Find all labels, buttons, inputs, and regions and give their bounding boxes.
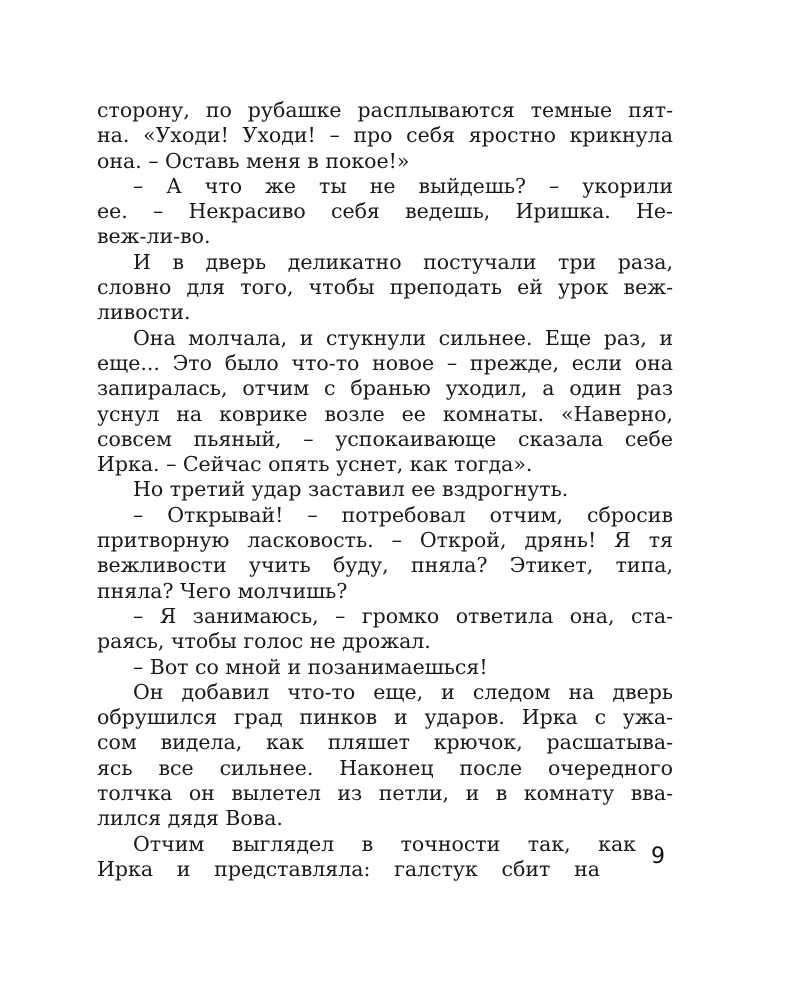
text-line: Она молчала, и стукнули сильнее. Еще раз, и: [133, 325, 673, 350]
text-line: – Вот со мной и позанимаешься!: [133, 654, 488, 679]
text-line: ясь все сильнее. Наконец после очередного: [97, 755, 673, 780]
text-line: раясь, чтобы голос не дрожал.: [97, 629, 431, 654]
text-line: на. «Уходи! Уходи! – про себя яростно крикнула: [97, 123, 673, 148]
text-line: И в дверь деликатно постучали три раза,: [133, 249, 673, 274]
text-line: ливости.: [97, 300, 191, 325]
text-line: – А что же ты не выйдешь? – укорили: [133, 173, 673, 198]
text-line: – Открывай! – потребовал отчим, сбросив: [133, 502, 673, 527]
text-line: словно для того, чтобы преподать ей урок веж-: [97, 275, 673, 300]
last-lines: [97, 832, 673, 883]
text-line: запиралась, отчим с бранью уходил, а один раз: [97, 376, 673, 401]
text-line: – Я занимаюсь, – громко ответила она, ста-: [133, 603, 673, 628]
text-line: уснул на коврике возле ее комнаты. «Наверно,: [97, 401, 673, 426]
text-line: Ирка. – Сейчас опять уснет, как тогда».: [97, 452, 533, 477]
text-line: совсем пьяный, – успокаивающе сказала себе: [97, 426, 673, 451]
text-line: еще... Это было что-то новое – прежде, если она: [97, 350, 673, 375]
text-line: Но третий удар заставил ее вздрогнуть.: [133, 477, 569, 502]
text-line: сторону, по рубашке расплываются темные пят-: [97, 98, 673, 122]
page-number: 9: [651, 844, 665, 869]
body-text: [97, 98, 673, 882]
text-line: Отчим выглядел в точности так, как: [133, 831, 636, 856]
text-line: толчка он вылетел из петли, и в комнату вва-: [97, 781, 673, 806]
text-line: Ирка и представляла: галстук сбит на: [97, 856, 600, 881]
text-line: пняла? Чего молчишь?: [97, 578, 348, 603]
text-line: веж-ли-во.: [97, 224, 211, 249]
text-line: она. – Оставь меня в покое!»: [97, 148, 410, 173]
text-line: сом видела, как пляшет крючок, расшатыва-: [97, 730, 673, 755]
text-line: Он добавил что-то еще, и следом на дверь: [133, 679, 673, 704]
text-line: обрушился град пинков и ударов. Ирка с ужа-: [97, 705, 673, 730]
text-line: лился дядя Вова.: [97, 806, 283, 831]
text-line: вежливости учить буду, пняла? Этикет, типа,: [97, 553, 673, 578]
text-line: ее. – Некрасиво себя ведешь, Иришка. Не-: [97, 199, 673, 224]
text-line: притворную ласковость. – Открой, дрянь! Я тя: [97, 528, 673, 553]
